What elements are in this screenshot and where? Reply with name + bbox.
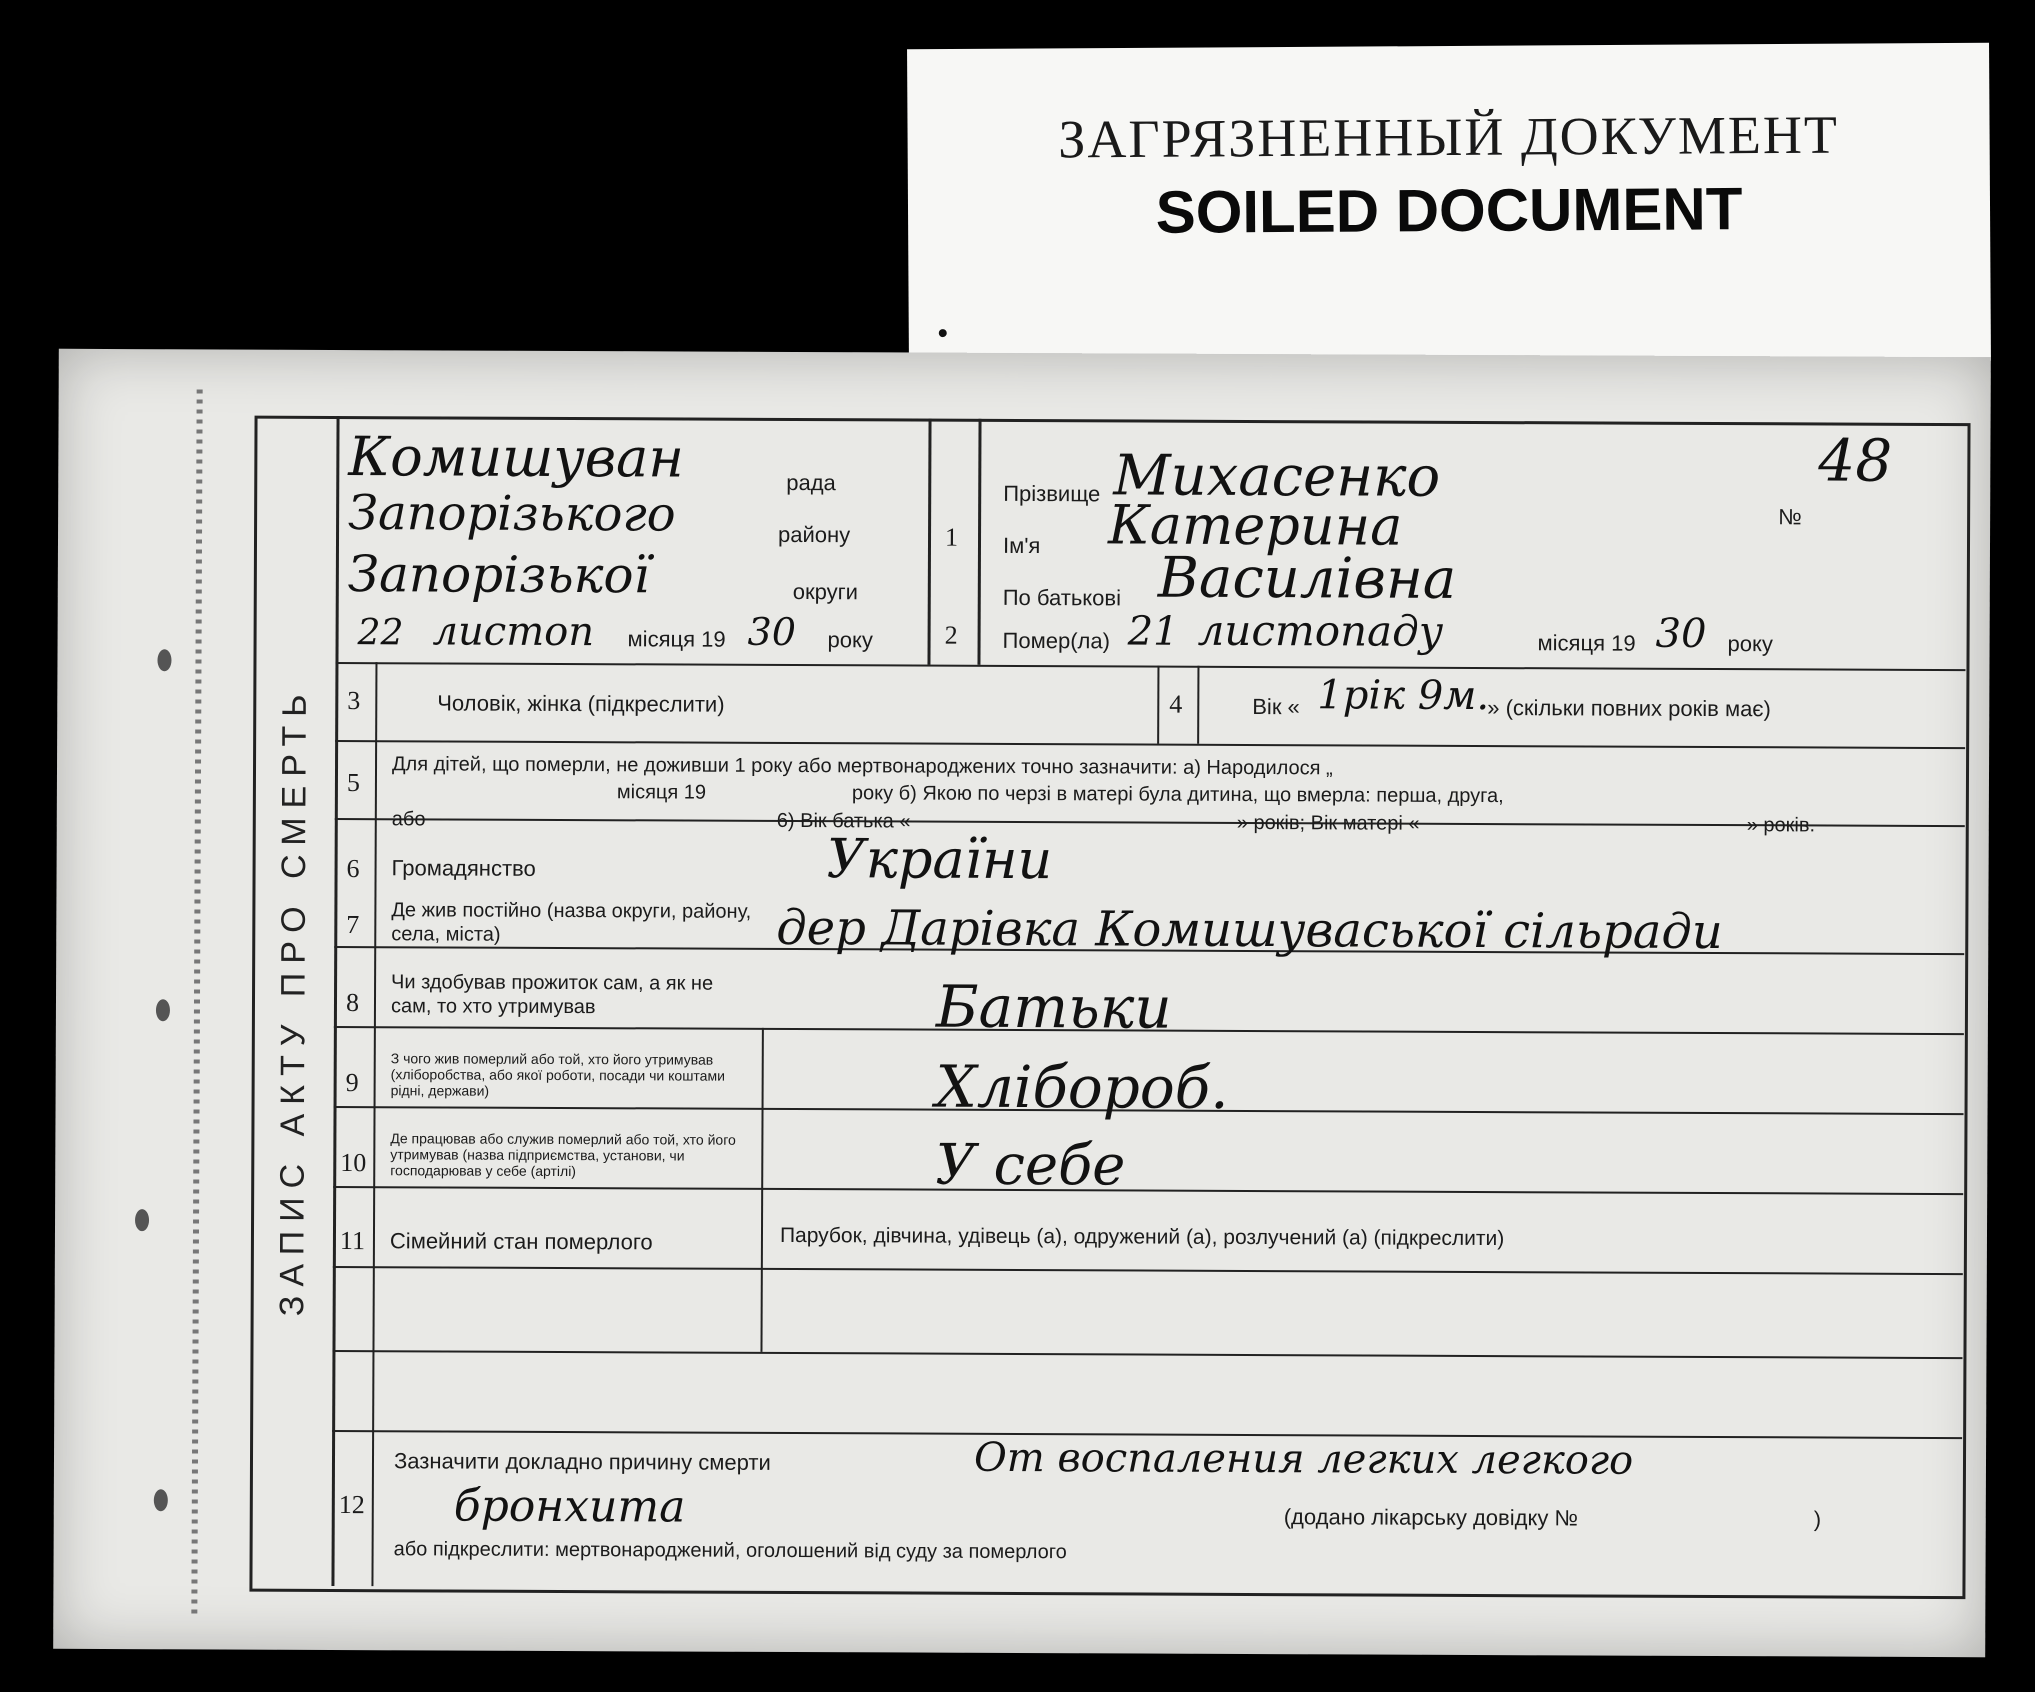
hw-raion: Запорізького <box>348 485 676 543</box>
label-children-3: року б) Якою по черзі в матері була дитина, що вмерла: перша, друга, <box>851 782 1504 808</box>
label-cert: (додано лікарську довідку № <box>1283 1504 1579 1531</box>
punch-hole <box>157 649 171 671</box>
label-children-2: місяця 19 <box>616 781 707 804</box>
label-english: SOILED DOCUMENT <box>1155 175 1743 246</box>
row-number: 8 <box>345 988 360 1018</box>
hw-died-year: 30 <box>1655 610 1707 657</box>
label-children-1: Для дітей, що померли, не доживши 1 року або мертвонароджених точно зазначити: а) Народилося „ <box>391 753 1333 780</box>
hw-reg-month: листоп <box>432 608 595 656</box>
row-number: 12 <box>338 1490 365 1520</box>
row-number: 2 <box>944 620 958 650</box>
punch-hole <box>154 1489 168 1511</box>
grid-line <box>1197 666 1199 744</box>
hw-reg-year: 30 <box>747 609 797 655</box>
label-income: З чого жив померлий або той, хто його утримував (хліборобства, або якої роботи, посади чи коштами рідні, держави) <box>390 1050 725 1099</box>
hw-livelihood: Батьки <box>935 972 1172 1042</box>
label-workplace: Де працював або служив померлий або той, хто його утримував (назва підприємства, установи, чи господарював у себе (артілі) <box>390 1130 736 1180</box>
label-residence: Де жив постійно (назва округи, району, села, міста) <box>391 899 752 946</box>
grid-line <box>1157 666 1159 744</box>
hw-age: 1рік 9м. <box>1317 672 1490 720</box>
label-marital: Сімейний стан померлого <box>389 1228 653 1255</box>
label-russian: ЗАГРЯЗНЕННЫЙ ДОКУМЕНТ <box>1058 104 1840 170</box>
row-number: 3 <box>347 686 361 716</box>
hw-cause-1: От воспаления легких легкого <box>973 1434 1634 1484</box>
hw-workplace: У себе <box>935 1132 1126 1199</box>
vertical-title-text: ЗАПИС АКТУ ПРО СМЕРТЬ <box>273 685 314 1317</box>
hw-income: Хлібороб. <box>935 1052 1229 1122</box>
label-livelihood: Чи здобував прожиток сам, а як не сам, то хто утримував <box>390 971 714 1019</box>
hw-okruha: Запорізької <box>347 545 650 605</box>
row-number: 5 <box>346 768 361 798</box>
label-died-month: місяця 19 <box>1537 630 1636 656</box>
label-surname: Прізвище <box>1003 480 1101 507</box>
row-number: 10 <box>340 1148 367 1178</box>
hw-number: 48 <box>1818 426 1893 495</box>
ink-dot <box>939 329 947 337</box>
hw-citizenship: України <box>826 827 1053 892</box>
label-number: № <box>1778 504 1802 530</box>
soiled-document-label <box>907 43 1991 368</box>
hw-residence: дер Дарівка Комишуваської сільради <box>776 899 1723 961</box>
label-children-6: » років; Вік матері « <box>1236 811 1420 835</box>
label-died-roku: року <box>1727 631 1773 657</box>
label-citizenship: Громадянство <box>391 855 536 881</box>
perforation-line <box>191 389 202 1619</box>
hw-died-month: листопаду <box>1197 605 1444 656</box>
hw-cause-2: бронхита <box>453 1480 686 1533</box>
label-name: Ім'я <box>1002 532 1041 559</box>
hw-surname: Михасенко <box>1113 443 1441 510</box>
label-marital-options: Парубок, дівчина, удівець (а), одружений (а), розлучений (а) (підкреслити) <box>779 1223 1505 1251</box>
label-children-5: 6) Вік батька « <box>776 809 911 833</box>
row-number: 7 <box>346 910 360 940</box>
hw-died-day: 21 <box>1127 608 1179 655</box>
label-age-prefix: Вік « <box>1252 694 1300 720</box>
label-cert-end: ) <box>1813 1506 1822 1532</box>
label-okruha: округи <box>792 578 859 605</box>
label-rada: рада <box>786 469 836 496</box>
row-number: 11 <box>339 1226 366 1256</box>
punch-hole <box>156 999 170 1021</box>
label-age-suffix: » (скільки повних років має) <box>1487 695 1771 722</box>
row-number: 1 <box>944 522 959 552</box>
label-children-4: або <box>391 808 426 831</box>
hw-name: Катерина <box>1107 493 1403 558</box>
hw-reg-day: 22 <box>357 612 404 654</box>
row-number: 4 <box>1169 689 1183 719</box>
vertical-title <box>251 416 336 1586</box>
label-children-7: » років. <box>1746 814 1816 837</box>
punch-hole <box>135 1209 149 1231</box>
label-sex: Чоловік, жінка (підкреслити) <box>437 690 725 717</box>
label-misiatsia: місяця 19 <box>627 626 726 652</box>
hw-patronymic: Василівна <box>1157 545 1457 612</box>
label-stillborn: або підкреслити: мертвонароджений, оголошений від суду за померлого <box>393 1538 1067 1564</box>
label-cause: Зазначити докладно причину смерти <box>393 1448 771 1475</box>
hw-rada: Комишуван <box>348 425 685 490</box>
row-number: 9 <box>345 1068 359 1098</box>
label-patronymic: По батькові <box>1002 584 1122 611</box>
death-record-card <box>53 349 1991 1657</box>
label-raion: району <box>777 521 851 548</box>
row-number: 6 <box>346 854 360 884</box>
label-died: Помер(ла) <box>1002 627 1111 654</box>
label-roku: року <box>827 627 873 653</box>
